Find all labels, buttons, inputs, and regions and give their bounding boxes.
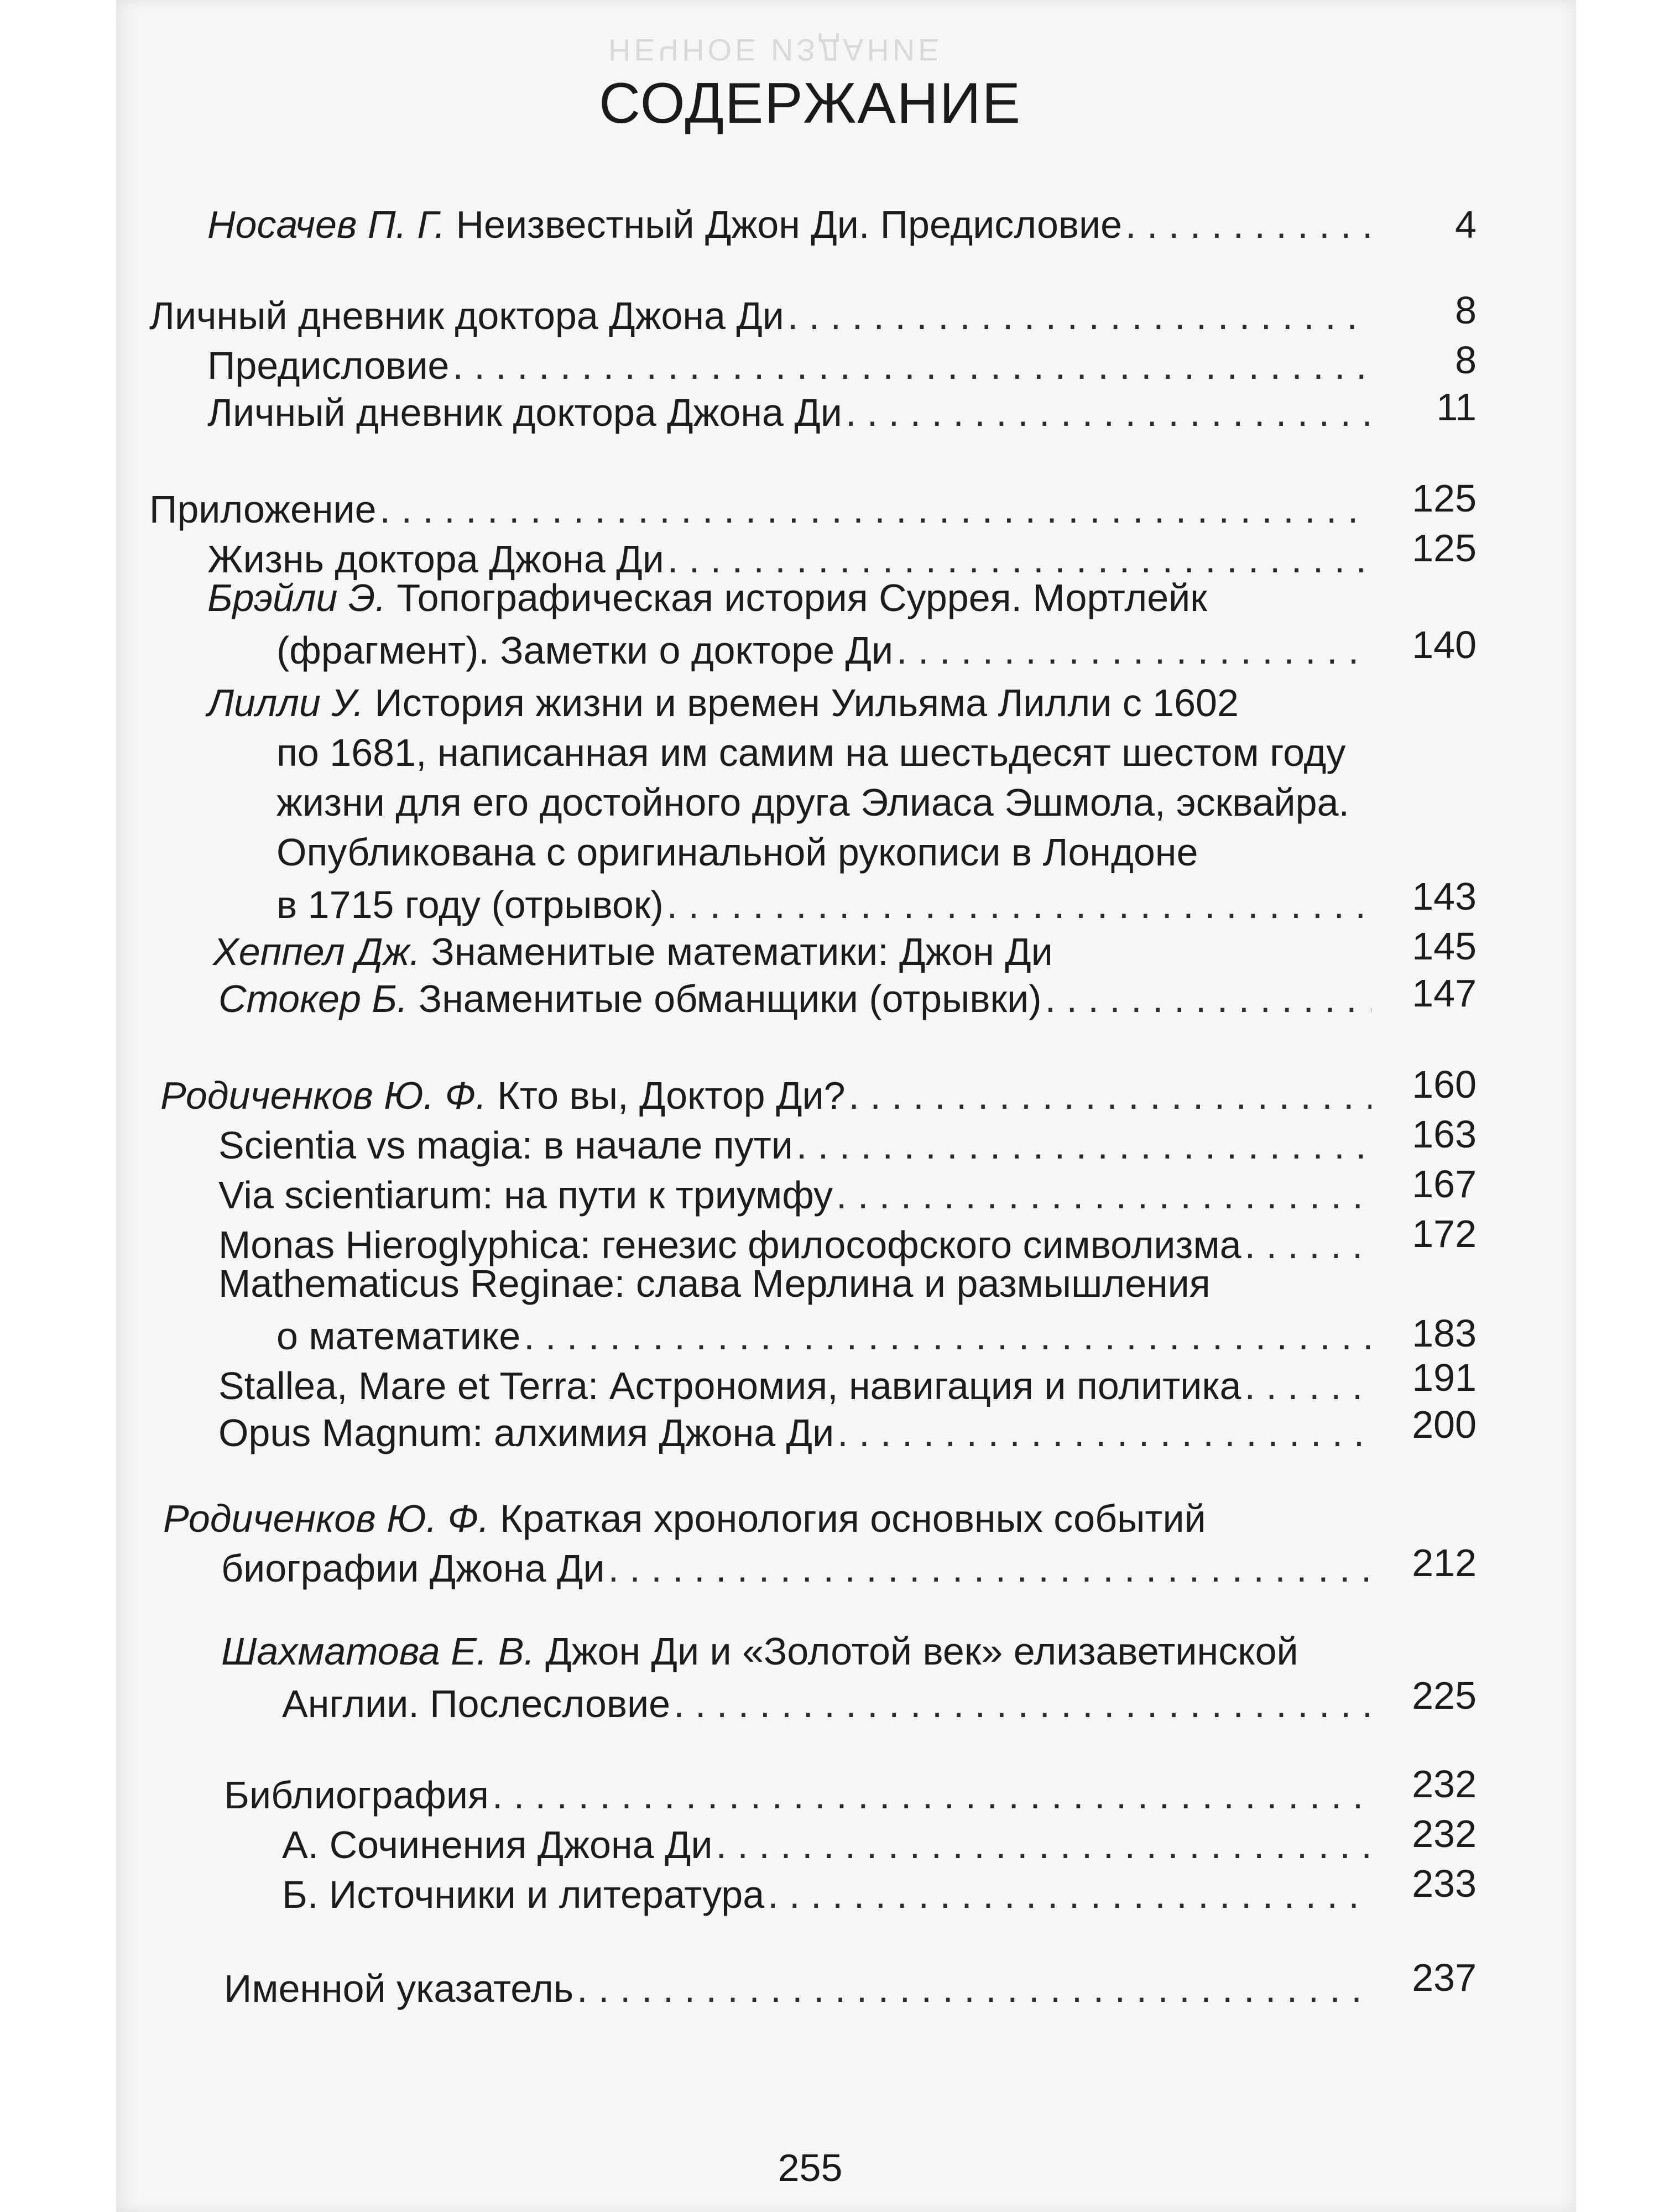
page-title: СОДЕРЖАНИЕ xyxy=(598,71,1022,135)
toc-entry: Личный дневник доктора Джона Ди . . . xyxy=(207,387,1371,438)
toc-entry: Scientia vs magia: в начале пути . . . xyxy=(218,1120,1371,1171)
toc-entry-line: Родиченков Ю. Ф. Краткая хронология основных событий xyxy=(163,1497,1206,1540)
toc-entry: Личный дневник доктора Джона Ди . . . xyxy=(149,290,1371,341)
dot-leader xyxy=(670,1678,1371,1729)
toc-entry: Предисловие . . . xyxy=(207,340,1371,391)
toc-entry: (фрагмент). Заметки о докторе Ди . . . xyxy=(276,625,1371,676)
page-number: 125 xyxy=(1412,526,1477,570)
page-number: 172 xyxy=(1412,1212,1477,1255)
toc-entry: Приложение . . . xyxy=(149,484,1371,535)
page-number: 183 xyxy=(1412,1312,1477,1355)
toc-entry: в 1715 году (отрывок) . . . xyxy=(276,879,1371,930)
dot-leader xyxy=(713,1819,1371,1870)
page-number: 11 xyxy=(1436,385,1477,429)
page-number: 163 xyxy=(1412,1113,1477,1156)
bleed-through-ghost-text: НЕЧНОЕ ИЗДАНИЕ xyxy=(608,33,942,67)
page-number: 143 xyxy=(1412,875,1477,918)
page-number: 225 xyxy=(1412,1674,1477,1717)
toc-entry: Родиченков Ю. Ф. Кто вы, Доктор Ди? . . . xyxy=(160,1070,1371,1121)
page-number: 232 xyxy=(1412,1812,1477,1855)
page-number: 125 xyxy=(1412,477,1477,520)
dot-leader xyxy=(604,1543,1371,1594)
page-number: 160 xyxy=(1412,1063,1477,1106)
toc-entry: Именной указатель . . . xyxy=(224,1963,1371,2014)
page-number: 145 xyxy=(1412,925,1477,968)
toc-entry: Англии. Послесловие . . . xyxy=(282,1678,1371,1729)
dot-leader xyxy=(764,1869,1371,1920)
toc-entry: Monas Hieroglyphica: генезис философского символизма . . . xyxy=(218,1219,1371,1270)
toc-entry: Жизнь доктора Джона Ди . . . xyxy=(207,534,1371,585)
page-number: 232 xyxy=(1412,1762,1477,1806)
toc-entry: Стокер Б. Знаменитые обманщики (отрывки) . . . xyxy=(218,973,1371,1024)
page-number: 200 xyxy=(1412,1403,1477,1446)
page-number: 167 xyxy=(1412,1162,1477,1206)
toc-entry-line: Брэйли Э. Топографическая история Суррея. Мортлейк xyxy=(207,576,1207,619)
dot-leader xyxy=(784,290,1371,341)
toc-entry: о математике . . . xyxy=(276,1311,1371,1361)
toc-entry-line: Хеппел Дж. Знаменитые математики: Джон Ди xyxy=(213,930,1053,973)
page-number: 147 xyxy=(1412,972,1477,1015)
toc-entry-line: по 1681, написанная им самим на шестьдесят шестом году xyxy=(276,731,1346,774)
dot-leader xyxy=(834,1407,1371,1458)
page-number: 191 xyxy=(1412,1356,1477,1399)
page-number: 4 xyxy=(1455,203,1477,246)
page-folio-number: 255 xyxy=(778,2146,843,2189)
dot-leader xyxy=(664,879,1371,930)
page-number: 140 xyxy=(1412,623,1477,666)
dot-leader xyxy=(377,484,1371,535)
toc-entry: А. Сочинения Джона Ди . . . xyxy=(282,1819,1371,1870)
dot-leader xyxy=(520,1311,1371,1361)
page-number: 8 xyxy=(1455,289,1477,332)
toc-entry: Opus Magnum: алхимия Джона Ди . . . xyxy=(218,1407,1371,1458)
page-number: 8 xyxy=(1455,338,1477,382)
dot-leader xyxy=(1042,973,1371,1024)
dot-leader xyxy=(846,1070,1371,1121)
toc-entry: Б. Источники и литература . . . xyxy=(282,1869,1371,1920)
dot-leader xyxy=(1241,1219,1371,1270)
dot-leader xyxy=(842,387,1371,438)
dot-leader xyxy=(573,1963,1371,2014)
dot-leader xyxy=(833,1170,1371,1220)
dot-leader xyxy=(449,340,1371,391)
toc-entry: Библиография . . . xyxy=(224,1770,1371,1820)
dot-leader xyxy=(1122,199,1371,250)
dot-leader xyxy=(1241,1360,1371,1411)
toc-entry-line: Опубликована с оригинальной рукописи в Лондоне xyxy=(276,831,1198,874)
toc-entry: Stallea, Mare et Terra: Астрономия, навигация и политика . . . xyxy=(218,1360,1371,1411)
toc-entry: Via scientiarum: на пути к триумфу . . . xyxy=(218,1170,1371,1220)
toc-entry-line: Лилли У. История жизни и времен Уильяма Лилли с 1602 xyxy=(207,681,1239,724)
dot-leader xyxy=(893,625,1371,676)
toc-entry-line: Mathematicus Reginae: слава Мерлина и размышления xyxy=(218,1262,1211,1305)
page-number: 237 xyxy=(1412,1956,1477,1999)
dot-leader xyxy=(793,1120,1371,1171)
page-number: 233 xyxy=(1412,1862,1477,1905)
page-number: 212 xyxy=(1412,1541,1477,1584)
toc-entry-line: жизни для его достойного друга Элиаса Эшмола, эсквайра. xyxy=(276,781,1349,824)
toc-entry-line: Шахматова Е. В. Джон Ди и «Золотой век» елизаветинской xyxy=(221,1630,1298,1673)
toc-entry: Носачев П. Г. Неизвестный Джон Ди. Предисловие . . . xyxy=(207,199,1371,250)
dot-leader xyxy=(489,1770,1371,1820)
toc-entry: биографии Джона Ди . . . xyxy=(221,1543,1371,1594)
